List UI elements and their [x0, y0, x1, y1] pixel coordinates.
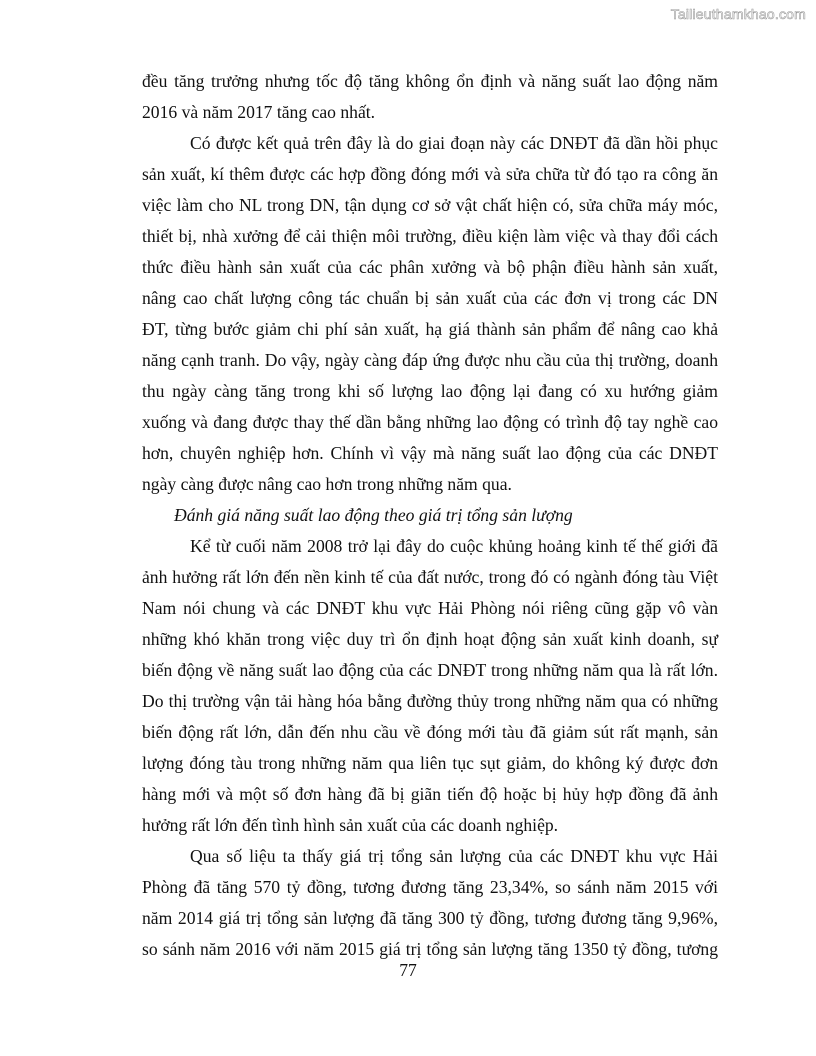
watermark: Tailieuthamkhao.com: [670, 6, 806, 22]
text-line: hàng mới và một số đơn hàng đã bị giãn tiến độ hoặc bị hủy hợp đồng đã ảnh: [142, 784, 718, 804]
text-line: xuống và đang được thay thế dần bằng những lao động có trình độ tay nghề cao: [142, 412, 718, 432]
text-line: năm 2014 giá trị tổng sản lượng đã tăng 300 tỷ đồng, tương đương tăng 9,96%,: [142, 908, 718, 928]
text-line: đều tăng trưởng nhưng tốc độ tăng không ổn định và năng suất lao động năm: [142, 71, 718, 91]
text-line: Có được kết quả trên đây là do giai đoạn này các DNĐT đã dần hồi phục: [190, 133, 718, 153]
document-body: [142, 66, 718, 965]
paragraph-3: [142, 531, 718, 841]
paragraph-2: [142, 128, 718, 500]
text-line: thức điều hành sản xuất của các phân xưởng và bộ phận điều hành sản xuất,: [142, 257, 718, 277]
page-number: 77: [399, 960, 417, 980]
text-line: biến động rất lớn, dẫn đến nhu cầu về đóng mới tàu đã giảm sút rất mạnh, sản: [142, 722, 718, 742]
paragraph-4: [142, 841, 718, 965]
text-line: Qua số liệu ta thấy giá trị tổng sản lượng của các DNĐT khu vực Hải: [190, 846, 718, 866]
text-line: Nam nói chung và các DNĐT khu vực Hải Phòng nói riêng cũng gặp vô vàn: [142, 598, 718, 618]
text-line: những khó khăn trong việc duy trì ổn định hoạt động sản xuất kinh doanh, sự: [142, 629, 718, 649]
text-line: 2016 và năm 2017 tăng cao nhất.: [142, 102, 376, 122]
text-line: ngày càng được nâng cao hơn trong những năm qua.: [142, 474, 512, 494]
text-line: thu ngày càng tăng trong khi số lượng lao động lại đang có xu hướng giảm: [142, 381, 718, 401]
paragraph-1: [142, 66, 718, 128]
section-heading: [142, 500, 718, 531]
text-line: biến động về năng suất lao động của các DNĐT trong những năm qua là rất lớn.: [142, 660, 718, 680]
text-line: năng cạnh tranh. Do vậy, ngày càng đáp ứng được nhu cầu của thị trường, doanh: [142, 350, 718, 370]
text-line: nâng cao chất lượng công tác chuẩn bị sản xuất của các đơn vị trong các DN: [142, 288, 718, 308]
text-line: ĐT, từng bước giảm chi phí sản xuất, hạ giá thành sản phẩm để nâng cao khả: [142, 319, 718, 339]
text-line: thiết bị, nhà xưởng để cải thiện môi trường, điều kiện làm việc và thay đổi cách: [142, 226, 718, 246]
text-line: Kể từ cuối năm 2008 trở lại đây do cuộc khủng hoảng kinh tế thế giới đã: [190, 536, 718, 556]
text-line: lượng đóng tàu trong những năm qua liên tục sụt giảm, do không ký được đơn: [142, 753, 718, 773]
text-line: ảnh hưởng rất lớn đến nền kinh tế của đất nước, trong đó có ngành đóng tàu Việt: [142, 567, 718, 587]
text-line: việc làm cho NL trong DN, tận dụng cơ sở vật chất hiện có, sửa chữa máy móc,: [142, 195, 718, 215]
text-line: sản xuất, kí thêm được các hợp đồng đóng mới và sửa chữa từ đó tạo ra công ăn: [142, 164, 718, 184]
text-line: Do thị trường vận tải hàng hóa bằng đường thủy trong những năm qua có những: [142, 691, 718, 711]
section-heading-text: Đánh giá năng suất lao động theo giá trị tổng sản lượng: [174, 505, 573, 525]
text-line: so sánh năm 2016 với năm 2015 giá trị tổng sản lượng tăng 1350 tỷ đồng, tương: [142, 939, 718, 959]
text-line: Phòng đã tăng 570 tỷ đồng, tương đương tăng 23,34%, so sánh năm 2015 với: [142, 877, 718, 897]
text-line: hơn, chuyên nghiệp hơn. Chính vì vậy mà năng suất lao động của các DNĐT: [142, 443, 718, 463]
text-line: hưởng rất lớn đến tình hình sản xuất của các doanh nghiệp.: [142, 815, 559, 835]
